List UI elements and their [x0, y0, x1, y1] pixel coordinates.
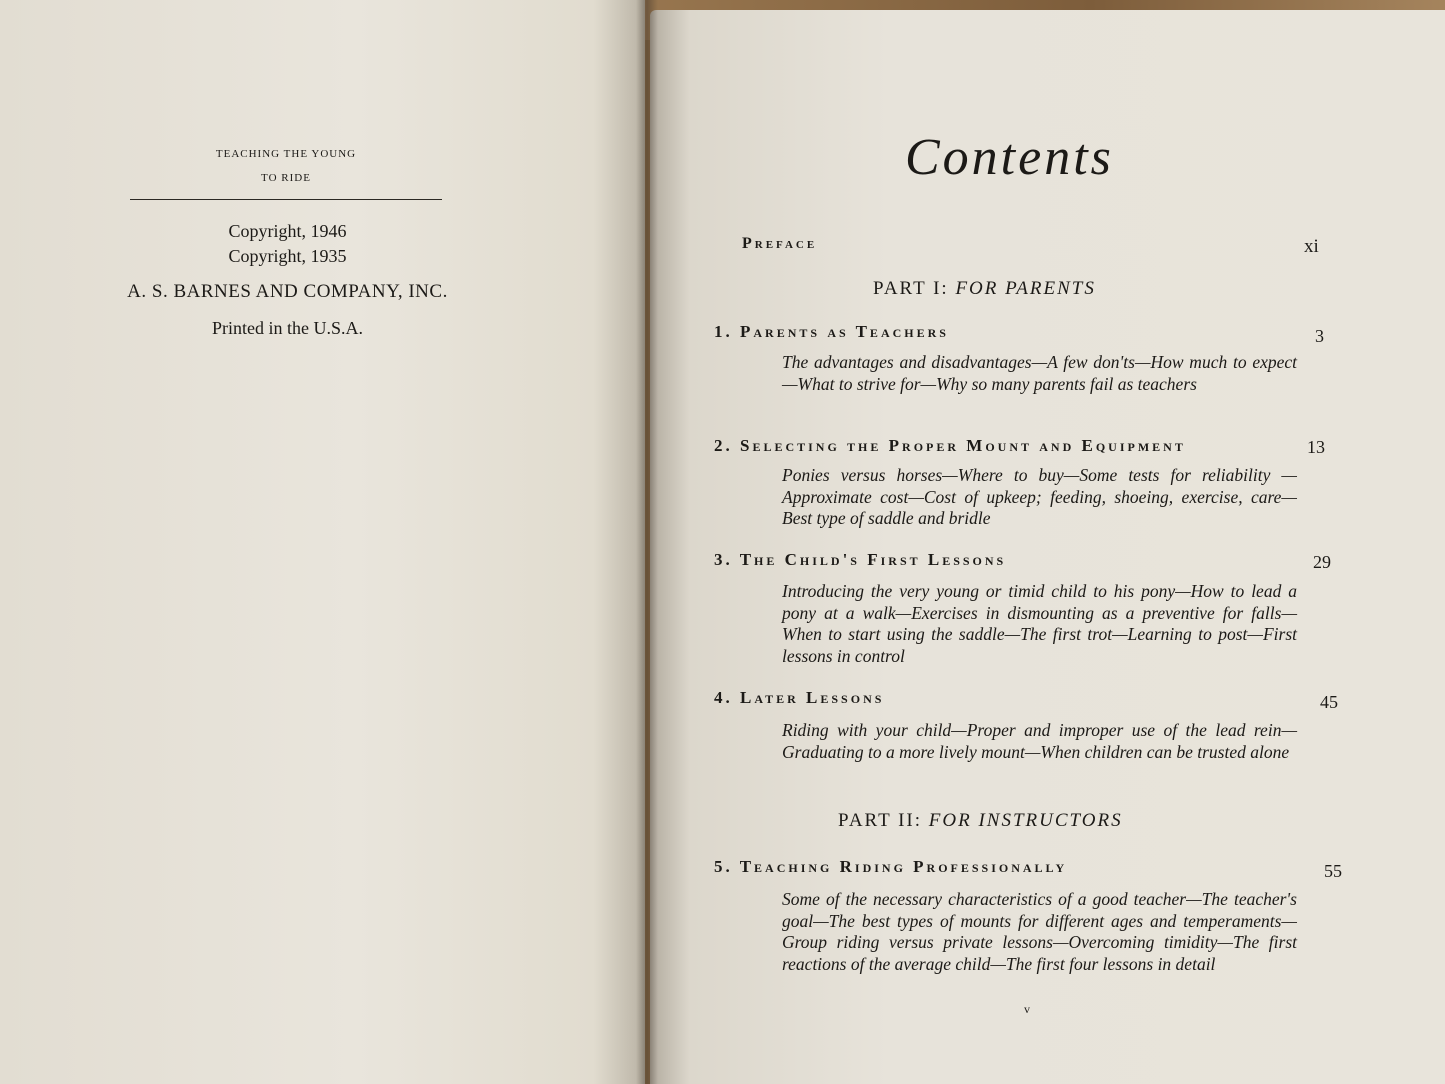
part-1-heading — [873, 278, 1096, 300]
chapter-4-title: 4. Later Lessons — [714, 688, 885, 707]
chapter-5-title: 5. Teaching Riding Professionally — [714, 857, 1068, 876]
chapter-1-page: 3 — [1315, 326, 1324, 346]
chapter-3-page: 29 — [1313, 552, 1331, 572]
chapter-3-description: Introducing the very young or timid child to his pony—How to lead a pony at a walk—Exercises in dismounting as a preventive for falls—When to start using the saddle—The first trot—Learning to post—First lessons in control — [782, 581, 1297, 666]
publisher-line: A. S. BARNES AND COMPANY, INC. — [127, 281, 448, 302]
half-title — [130, 142, 442, 190]
chapter-4-page: 45 — [1320, 692, 1338, 712]
copyright-1935: Copyright, 1935 — [228, 246, 347, 266]
printed-in-line: Printed in the U.S.A. — [212, 318, 363, 338]
chapter-2-description: Ponies versus horses—Where to buy—Some tests for reliability —Approximate cost—Cost of upkeep; feeding, shoeing, exercise, care—Best type of saddle and bridle — [782, 465, 1297, 528]
chapter-3-title: 3. The Child's First Lessons — [714, 550, 1007, 569]
part-1-label: FOR PARENTS — [955, 278, 1096, 299]
half-title-line-2: TO RIDE — [261, 172, 311, 184]
contents-heading: Contents — [905, 129, 1114, 186]
chapter-5-page: 55 — [1324, 861, 1342, 881]
chapter-2-title: 2. Selecting the Proper Mount and Equipment — [714, 436, 1186, 455]
title-rule — [130, 199, 442, 200]
part-2-prefix: PART II: — [838, 810, 929, 831]
half-title-line-1: TEACHING THE YOUNG — [215, 148, 357, 160]
preface-entry: Preface — [742, 235, 818, 252]
chapter-5-description: Some of the necessary characteristics of a good teacher—The teacher's goal—The best types of mounts for different ages and temperaments—Group riding versus private lessons—Overcoming timidity—The first reactions of the average child—The first four lessons in detail — [782, 889, 1297, 974]
chapter-1-title: 1. Parents as Teachers — [714, 322, 949, 341]
page-folio: v — [1024, 1002, 1030, 1016]
chapter-1-description: The advantages and disadvantages—A few don'ts—How much to expect—What to strive for—Why so many parents fail as teachers — [782, 352, 1297, 394]
chapter-2-page: 13 — [1307, 437, 1325, 457]
part-2-heading — [838, 810, 1123, 832]
book-gutter — [636, 0, 658, 1084]
part-2-label: FOR INSTRUCTORS — [928, 810, 1123, 831]
preface-page-number: xi — [1304, 236, 1319, 257]
part-1-prefix: PART I: — [873, 278, 956, 299]
copyright-1946: Copyright, 1946 — [228, 221, 347, 241]
chapter-4-description: Riding with your child—Proper and improper use of the lead rein—Graduating to a more lively mount—When children can be trusted alone — [782, 720, 1297, 762]
